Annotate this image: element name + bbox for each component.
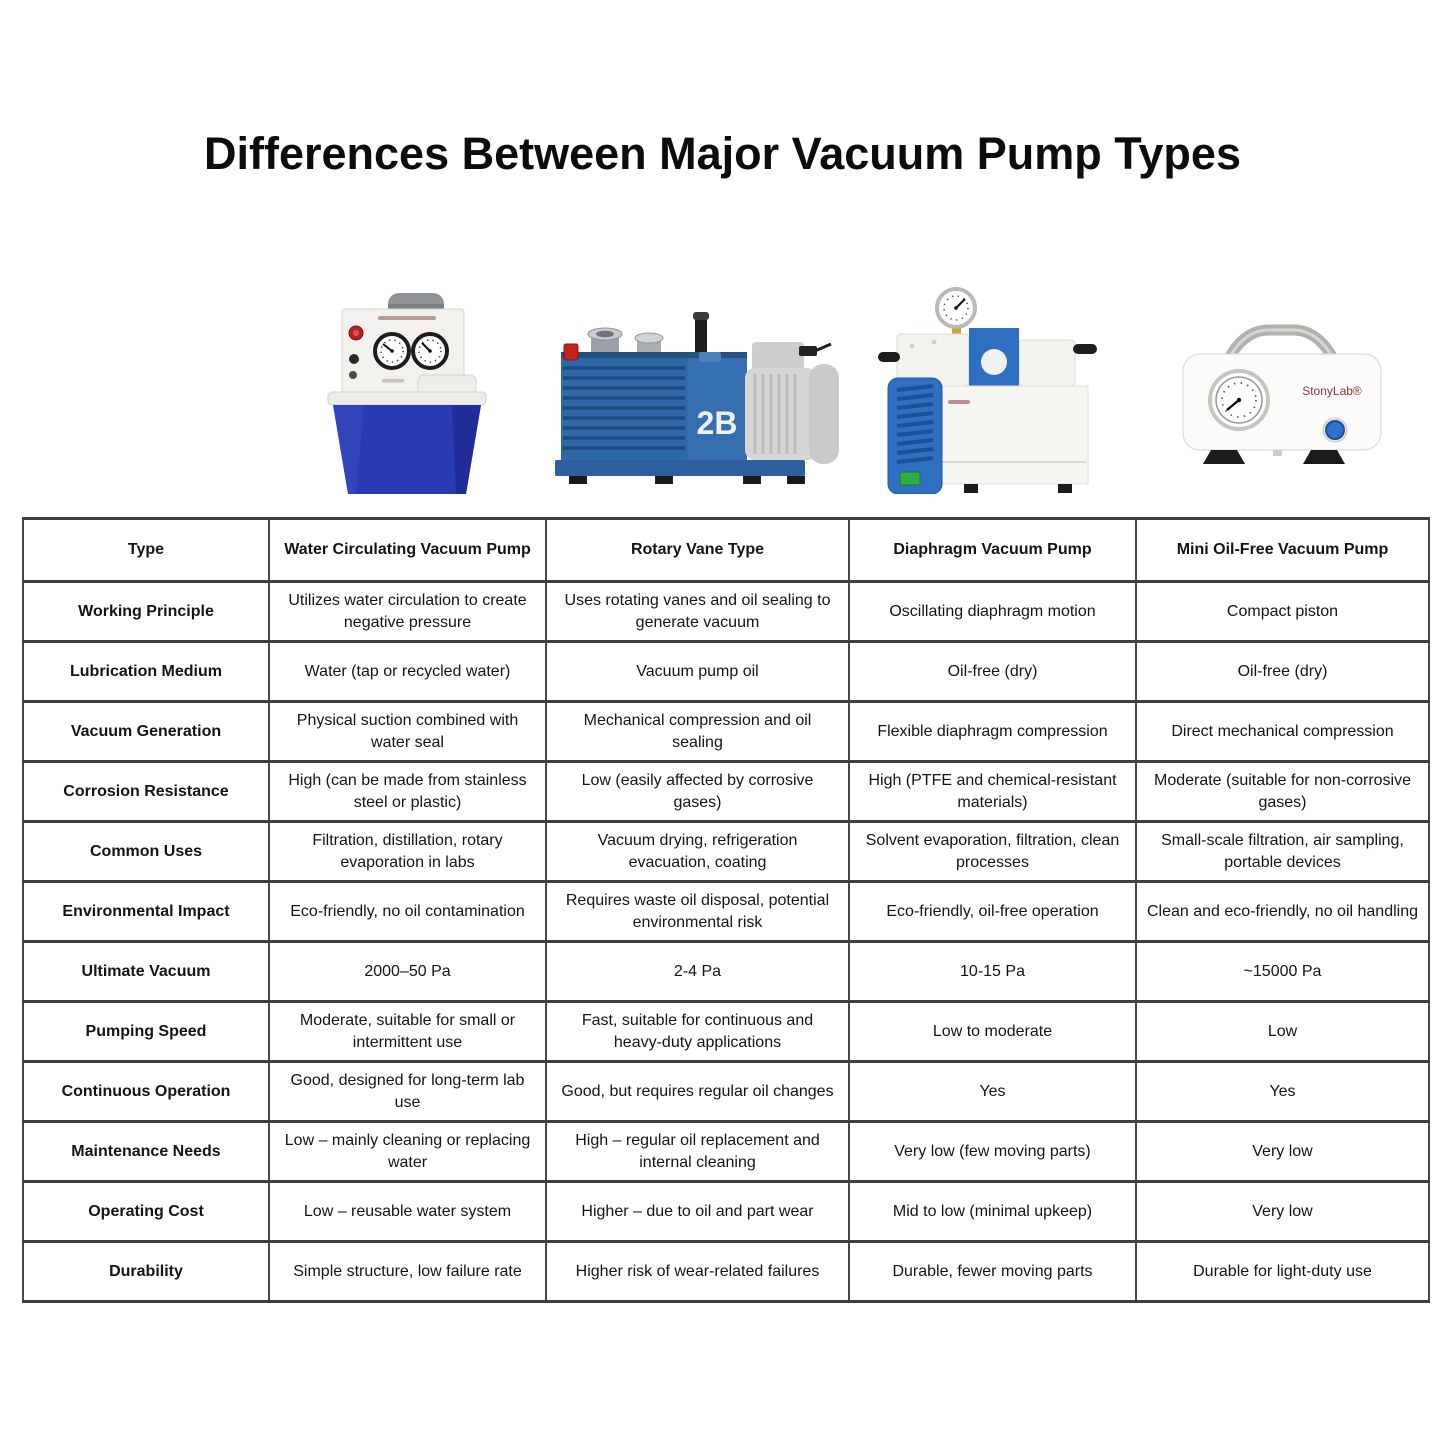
table-row: [23, 1122, 1429, 1182]
pump-column-header: Mini Oil-Free Vacuum Pump: [1136, 519, 1429, 582]
table-row: [23, 882, 1429, 942]
row-label: Corrosion Resistance: [23, 762, 269, 822]
table-cell: Physical suction combined with water seal: [269, 702, 546, 762]
table-cell: Oil-free (dry): [1136, 642, 1429, 702]
motor-end-cap: [809, 364, 839, 464]
row-label: Durability: [23, 1242, 269, 1302]
table-cell: Moderate (suitable for non-corrosive gases): [1136, 762, 1429, 822]
table-cell: Fast, suitable for continuous and heavy-duty applications: [546, 1002, 849, 1062]
row-label: Continuous Operation: [23, 1062, 269, 1122]
pressure-gauge-right: [413, 334, 447, 368]
comparison-table-body: [23, 582, 1429, 1302]
table-cell: Low – mainly cleaning or replacing water: [269, 1122, 546, 1182]
table-cell: Eco-friendly, oil-free operation: [849, 882, 1136, 942]
row-label: Operating Cost: [23, 1182, 269, 1242]
table-cell: Durable, fewer moving parts: [849, 1242, 1136, 1302]
hose-barb-left: [878, 352, 900, 362]
row-label: Environmental Impact: [23, 882, 269, 942]
row-label: Lubrication Medium: [23, 642, 269, 702]
table-row: [23, 1002, 1429, 1062]
table-cell: Good, but requires regular oil changes: [546, 1062, 849, 1122]
table-cell: Direct mechanical compression: [1136, 702, 1429, 762]
table-cell: Water (tap or recycled water): [269, 642, 546, 702]
table-cell: Oscillating diaphragm motion: [849, 582, 1136, 642]
table-cell: Low to moderate: [849, 1002, 1136, 1062]
table-row: [23, 1182, 1429, 1242]
inlet-port: [588, 328, 622, 356]
comparison-table-head-row: [23, 519, 1429, 582]
vacuum-gauge: [1210, 371, 1268, 429]
page-title: Differences Between Major Vacuum Pump Types: [204, 128, 1241, 179]
row-label: Working Principle: [23, 582, 269, 642]
table-cell: Very low (few moving parts): [849, 1122, 1136, 1182]
base-plate: [555, 460, 805, 476]
table-cell: Moderate, suitable for small or intermittent use: [269, 1002, 546, 1062]
table-row: [23, 942, 1429, 1002]
comparison-table: [22, 517, 1430, 1303]
pump-column-header: Water Circulating Vacuum Pump: [269, 519, 546, 582]
table-cell: 10-15 Pa: [849, 942, 1136, 1002]
table-cell: Higher risk of wear-related failures: [546, 1242, 849, 1302]
row-label: Pumping Speed: [23, 1002, 269, 1062]
table-cell: Very low: [1136, 1122, 1429, 1182]
table-cell: Higher – due to oil and part wear: [546, 1182, 849, 1242]
row-label: Common Uses: [23, 822, 269, 882]
table-cell: Vacuum drying, refrigeration evacuation, coating: [546, 822, 849, 882]
brand-label: StonyLab®: [1302, 384, 1362, 398]
diaphragm-pump-figure: [848, 282, 1135, 494]
table-cell: Uses rotating vanes and oil sealing to generate vacuum: [546, 582, 849, 642]
table-row: [23, 762, 1429, 822]
hose-barb-right: [1073, 344, 1097, 354]
row-label: Ultimate Vacuum: [23, 942, 269, 1002]
table-cell: Good, designed for long-term lab use: [269, 1062, 546, 1122]
power-switch: [564, 344, 578, 360]
mini-oil-free-pump-figure: [1135, 322, 1428, 472]
table-row: [23, 642, 1429, 702]
panel-knob: [349, 371, 357, 379]
table-cell: Utilizes water circulation to create negative pressure: [269, 582, 546, 642]
table-cell: Very low: [1136, 1182, 1429, 1242]
table-cell: Requires waste oil disposal, potential environmental risk: [546, 882, 849, 942]
table-cell: High – regular oil replacement and internal cleaning: [546, 1122, 849, 1182]
table-cell: Compact piston: [1136, 582, 1429, 642]
water-circulating-pump-figure: [268, 287, 545, 502]
table-cell: Clean and eco-friendly, no oil handling: [1136, 882, 1429, 942]
table-cell: Low: [1136, 1002, 1429, 1062]
rotary-vane-pump-figure: [545, 308, 848, 488]
mini-oil-free-pump-icon: [1169, 322, 1394, 472]
pump-head-right: [1019, 340, 1075, 386]
vent-slots: [897, 386, 933, 462]
table-cell: Yes: [849, 1062, 1136, 1122]
table-row: [23, 582, 1429, 642]
pump-column-header: Diaphragm Vacuum Pump: [849, 519, 1136, 582]
table-cell: Low (easily affected by corrosive gases): [546, 762, 849, 822]
row-label: Vacuum Generation: [23, 702, 269, 762]
rotary-pump-model-label: 2B: [696, 405, 737, 441]
table-cell: Mid to low (minimal upkeep): [849, 1182, 1136, 1242]
table-cell: 2-4 Pa: [546, 942, 849, 1002]
pump-column-header: Rotary Vane Type: [546, 519, 849, 582]
table-cell: Low – reusable water system: [269, 1182, 546, 1242]
table-row: [23, 702, 1429, 762]
table-cell: Durable for light-duty use: [1136, 1242, 1429, 1302]
rotary-vane-pump-icon: [547, 308, 847, 488]
table-cell: Eco-friendly, no oil contamination: [269, 882, 546, 942]
table-cell: High (PTFE and chemical-resistant materials): [849, 762, 1136, 822]
table-cell: ~15000 Pa: [1136, 942, 1429, 1002]
diaphragm-pump-icon: [872, 282, 1112, 494]
type-column-header: Type: [23, 519, 269, 582]
table-cell: Simple structure, low failure rate: [269, 1242, 546, 1302]
table-cell: Solvent evaporation, filtration, clean processes: [849, 822, 1136, 882]
power-button: [1323, 418, 1347, 442]
table-cell: 2000–50 Pa: [269, 942, 546, 1002]
suction-foot-right: [1303, 450, 1345, 464]
table-cell: Yes: [1136, 1062, 1429, 1122]
comparison-table-head: [23, 519, 1429, 582]
pressure-gauge-left: [375, 334, 409, 368]
table-row: [23, 1242, 1429, 1302]
table-row: [23, 822, 1429, 882]
table-row: [23, 1062, 1429, 1122]
table-cell: Vacuum pump oil: [546, 642, 849, 702]
pump-images-row: [22, 268, 1428, 510]
table-cell: Oil-free (dry): [849, 642, 1136, 702]
row-label: Maintenance Needs: [23, 1122, 269, 1182]
water-circulating-pump-icon: [312, 287, 502, 502]
table-cell: Mechanical compression and oil sealing: [546, 702, 849, 762]
table-cell: Filtration, distillation, rotary evaporation in labs: [269, 822, 546, 882]
table-cell: High (can be made from stainless steel or plastic): [269, 762, 546, 822]
panel-knob: [349, 354, 359, 364]
tank-lid: [418, 375, 476, 393]
table-cell: Small-scale filtration, air sampling, portable devices: [1136, 822, 1429, 882]
suction-foot-left: [1203, 450, 1245, 464]
table-cell: Flexible diaphragm compression: [849, 702, 1136, 762]
power-switch: [900, 472, 920, 485]
